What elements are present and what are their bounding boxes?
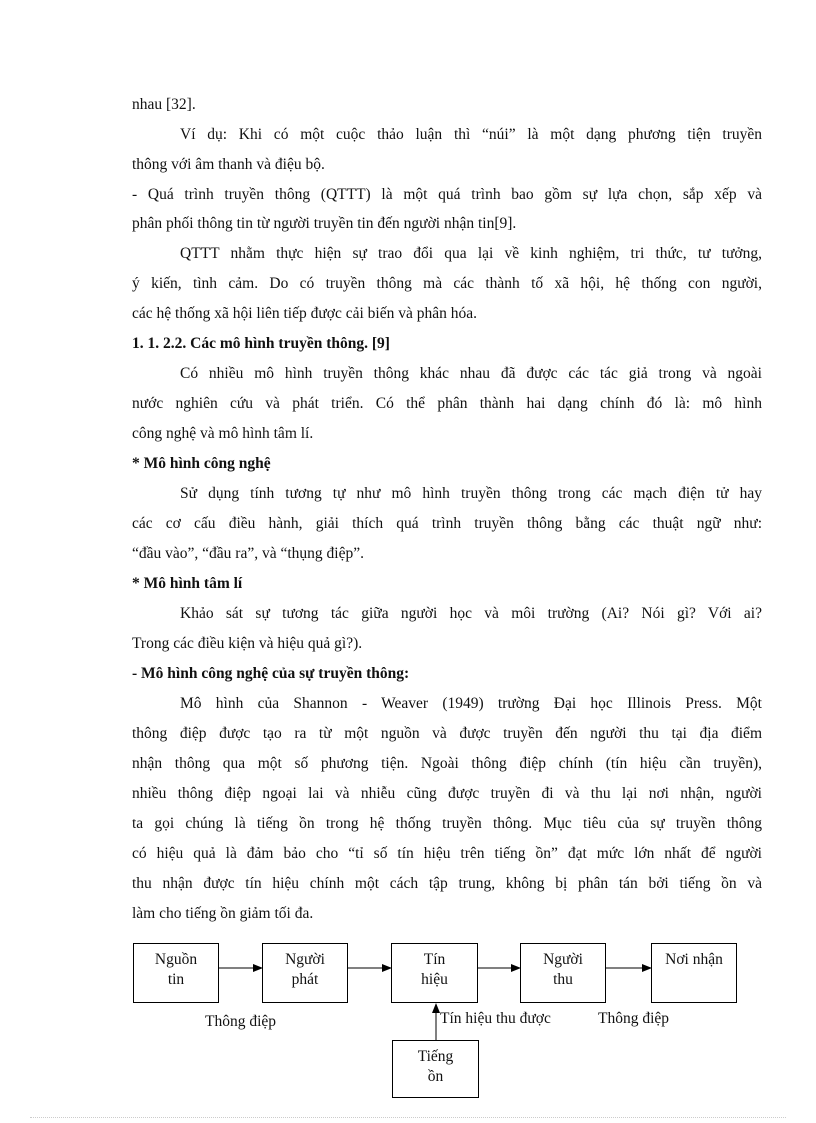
- text-line: Trong các điều kiện và hiệu quả gì?).: [132, 635, 363, 652]
- sender-box-line: phát: [291, 971, 319, 988]
- text-line: Khảo sát sự tương tác giữa người học và môi trường (Ai? Nói gì? Với ai?: [180, 605, 762, 622]
- text-line: các hệ thống xã hội liên tiếp được cải biến và phân hóa.: [132, 305, 477, 322]
- received-signal-label: Tín hiệu thu được: [440, 1010, 551, 1027]
- signal-box: [391, 943, 478, 1003]
- page-bottom-rule: [30, 1117, 786, 1118]
- text-line: nhiều thông điệp ngoại lai và nhiễu cũng được truyền đi và thu lại nơi nhận, người: [132, 785, 762, 802]
- noise-box-line: ồn: [427, 1068, 444, 1085]
- sender-box: [262, 943, 348, 1003]
- text-line: Mô hình của Shannon - Weaver (1949) trường Đại học Illinois Press. Một: [180, 695, 762, 712]
- text-line: công nghệ và mô hình tâm lí.: [132, 425, 314, 442]
- text-line: làm cho tiếng ồn giảm tối đa.: [132, 905, 314, 922]
- destination-box: [651, 943, 737, 1003]
- text-line: Có nhiều mô hình truyền thông khác nhau đã được các tác giả trong và ngoài: [180, 365, 762, 382]
- text-line: ý kiến, tình cảm. Do có truyền thông mà các thành tố xã hội, hệ thống con người,: [132, 275, 762, 292]
- noise-box: [392, 1040, 479, 1098]
- subheading: * Mô hình công nghệ: [132, 455, 271, 472]
- source-box-line: tin: [167, 971, 185, 988]
- subheading: * Mô hình tâm lí: [132, 575, 243, 592]
- text-line: phân phối thông tin từ người truyền tin đến người nhận tin[9].: [132, 215, 517, 232]
- message-label-right: Thông điệp: [598, 1010, 670, 1027]
- text-line: - Quá trình truyền thông (QTTT) là một quá trình bao gồm sự lựa chọn, sắp xếp và: [132, 186, 762, 203]
- text-line: Ví dụ: Khi có một cuộc thảo luận thì “núi” là một dạng phương tiện truyền: [180, 126, 762, 143]
- text-line: thông điệp được tạo ra từ một nguồn và được truyền đến người thu tại địa điểm: [132, 725, 762, 742]
- signal-box-line: Tín: [423, 951, 446, 968]
- source-box: [133, 943, 219, 1003]
- text-line: các cơ cấu điều hành, giải thích quá trình truyền thông bằng các thuật ngữ như:: [132, 515, 762, 532]
- signal-box-line: hiệu: [421, 971, 448, 988]
- message-label-left: Thông điệp: [205, 1013, 277, 1030]
- text-line: “đầu vào”, “đầu ra”, và “thụng điệp”.: [132, 545, 364, 562]
- source-box-line: Nguồn: [154, 951, 198, 968]
- receiver-box-line: Người: [543, 951, 583, 968]
- sender-box-line: Người: [285, 951, 325, 968]
- text-line: nhận thông qua một số phương tiện. Ngoài thông điệp chính (tín hiệu cần truyền),: [132, 755, 762, 772]
- text-line: nước nghiên cứu và phát triển. Có thể phân thành hai dạng chính đó là: mô hình: [132, 395, 762, 412]
- text-line: nhau [32].: [132, 96, 196, 113]
- text-line: có hiệu quả là đảm bảo cho “tỉ số tín hiệu trên tiếng ồn” đạt mức lớn nhất để người: [132, 845, 762, 862]
- section-heading: 1. 1. 2.2. Các mô hình truyền thông. [9]: [132, 335, 390, 352]
- text-line: thu nhận được tín hiệu chính một cách tập trung, không bị phân tán bởi tiếng ồn và: [132, 875, 762, 892]
- subheading: - Mô hình công nghệ của sự truyền thông:: [132, 665, 410, 682]
- receiver-box: [520, 943, 606, 1003]
- text-line: Sử dụng tính tương tự như mô hình truyền thông trong các mạch điện tử hay: [180, 485, 762, 502]
- text-line: thông với âm thanh và điệu bộ.: [132, 156, 325, 173]
- destination-box-line: Nơi nhận: [665, 951, 723, 968]
- text-line: QTTT nhằm thực hiện sự trao đổi qua lại về kinh nghiệm, tri thức, tư tưởng,: [180, 245, 762, 262]
- text-line: ta gọi chúng là tiếng ồn trong hệ thống truyền thông. Mục tiêu của sự truyền thông: [132, 815, 762, 832]
- noise-box-line: Tiếng: [417, 1048, 454, 1065]
- receiver-box-line: thu: [553, 971, 573, 988]
